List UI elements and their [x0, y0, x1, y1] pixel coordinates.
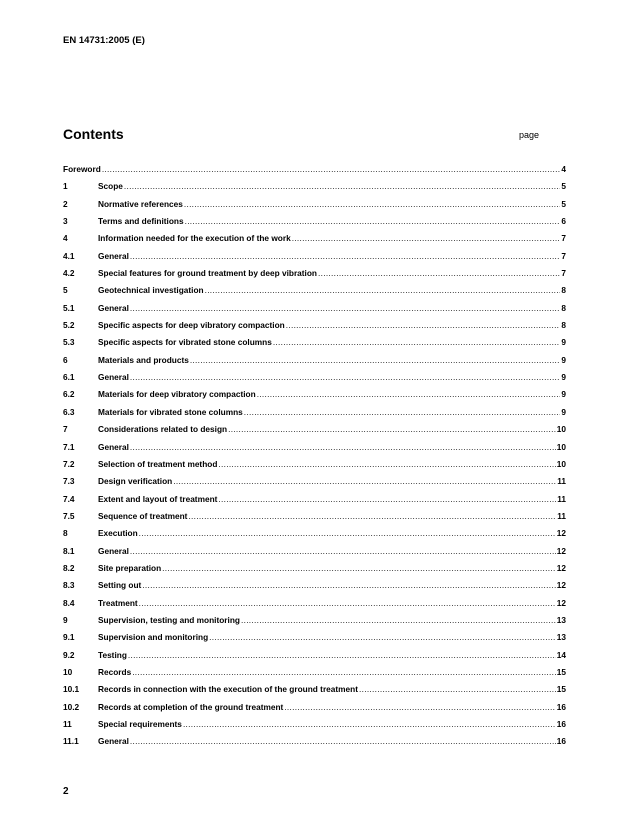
toc-entry[interactable] — [63, 667, 566, 684]
toc-entry-page: 9 — [561, 354, 566, 365]
toc-entry[interactable] — [63, 303, 566, 320]
toc-entry-title: Supervision, testing and monitoring — [98, 614, 240, 625]
toc-entry-page: 9 — [561, 337, 566, 348]
toc-dot-leader — [162, 563, 556, 573]
toc-entry[interactable] — [63, 233, 566, 250]
toc-dot-leader — [244, 407, 561, 417]
toc-dot-leader — [286, 320, 561, 330]
toc-dot-leader — [139, 598, 556, 608]
toc-entry-number: 7.1 — [63, 441, 75, 452]
toc-entry-page: 12 — [556, 597, 566, 608]
toc-entry-number: 8.3 — [63, 580, 75, 591]
toc-entry[interactable] — [63, 476, 566, 493]
toc-entry-page: 15 — [556, 666, 566, 677]
toc-entry-page: 10 — [556, 458, 566, 469]
toc-entry-page: 6 — [561, 216, 566, 227]
toc-entry-title: Terms and definitions — [98, 216, 184, 227]
toc-entry-title: General — [98, 441, 129, 452]
toc-dot-leader — [273, 337, 561, 347]
toc-entry-number: 6.2 — [63, 389, 75, 400]
toc-entry[interactable] — [63, 320, 566, 337]
toc-entry-page: 12 — [556, 562, 566, 573]
toc-entry-page: 7 — [561, 268, 566, 279]
toc-entry-title: General — [98, 250, 129, 261]
toc-entry[interactable] — [63, 355, 566, 372]
toc-entry-page: 16 — [556, 736, 566, 747]
toc-entry-number: 5.2 — [63, 320, 75, 331]
toc-entry-page: 5 — [561, 198, 566, 209]
toc-dot-leader — [130, 736, 556, 746]
toc-entry[interactable] — [63, 251, 566, 268]
toc-entry-page: 9 — [561, 389, 566, 400]
toc-entry[interactable] — [63, 216, 566, 233]
toc-entry-number: 8.2 — [63, 562, 75, 573]
toc-entry-page: 11 — [557, 476, 566, 487]
page-column-label: page — [519, 130, 540, 140]
toc-dot-leader — [124, 181, 560, 191]
toc-entry[interactable] — [63, 615, 566, 632]
toc-dot-leader — [292, 233, 561, 243]
toc-entry-title: Specific aspects for deep vibratory compaction — [98, 320, 285, 331]
toc-dot-leader — [142, 580, 555, 590]
toc-entry-page: 11 — [557, 493, 566, 504]
toc-entry-page: 7 — [561, 250, 566, 261]
toc-entry-number: 1 — [63, 181, 68, 192]
toc-entry-number: 5.3 — [63, 337, 75, 348]
document-header: EN 14731:2005 (E) — [63, 35, 145, 46]
toc-entry[interactable] — [63, 181, 566, 198]
toc-entry[interactable] — [63, 598, 566, 615]
toc-entry-number: 9.1 — [63, 632, 75, 643]
toc-entry-title: Specific aspects for vibrated stone columns — [98, 337, 272, 348]
toc-entry[interactable] — [63, 285, 566, 302]
toc-entry-number: 8.4 — [63, 597, 75, 608]
toc-dot-leader — [218, 494, 556, 504]
toc-dot-leader — [130, 372, 560, 382]
toc-entry-title: Special features for ground treatment by deep vibration — [98, 268, 317, 279]
toc-entry-number: 7.5 — [63, 510, 75, 521]
toc-entry-number: 4 — [63, 233, 68, 244]
toc-entry[interactable] — [63, 372, 566, 389]
toc-entry[interactable] — [63, 580, 566, 597]
toc-dot-leader — [173, 476, 556, 486]
toc-entry-page: 16 — [556, 701, 566, 712]
toc-entry-title: Materials for deep vibratory compaction — [98, 389, 256, 400]
toc-entry[interactable] — [63, 702, 566, 719]
toc-entry-title: Records — [98, 666, 132, 677]
toc-entry-title: General — [98, 302, 129, 313]
toc-entry[interactable] — [63, 650, 566, 667]
toc-entry-number: 10.1 — [63, 684, 80, 695]
toc-dot-leader — [130, 546, 556, 556]
toc-entry-number: 4.1 — [63, 250, 75, 261]
toc-entry-title: Special requirements — [98, 719, 182, 729]
toc-entry-title: Considerations related to design — [98, 424, 228, 435]
toc-entry-number: 7 — [63, 424, 68, 435]
toc-entry-number: 10 — [63, 666, 73, 677]
toc-entry-page: 10 — [556, 441, 566, 452]
toc-entry-title: General — [98, 545, 129, 556]
toc-entry-title: Testing — [98, 649, 127, 660]
toc-entry-title: Supervision and monitoring — [98, 632, 209, 643]
toc-entry-number: 3 — [63, 216, 68, 227]
toc-entry-title: Information needed for the execution of the work — [98, 233, 291, 244]
toc-entry-number: 10.2 — [63, 701, 80, 712]
toc-entry-number: 4.2 — [63, 268, 75, 279]
toc-entry-title: Design verification — [98, 476, 173, 487]
toc-entry-page: 12 — [556, 580, 566, 591]
toc-entry-page: 12 — [556, 528, 566, 539]
toc-entry-title: Materials and products — [98, 354, 189, 365]
toc-entry-title: Materials for vibrated stone columns — [98, 406, 243, 417]
toc-dot-leader — [184, 199, 561, 209]
toc-entry-page: 4 — [561, 164, 566, 174]
toc-dot-leader — [318, 268, 560, 278]
toc-dot-leader — [359, 684, 556, 694]
toc-dot-leader — [188, 511, 556, 521]
toc-entry-title: General — [98, 736, 129, 747]
toc-entry[interactable] — [63, 684, 566, 701]
toc-entry-number: 8.1 — [63, 545, 75, 556]
toc-entry-page: 11 — [557, 510, 566, 521]
toc-dot-leader — [132, 667, 556, 677]
toc-entry-page: 8 — [561, 285, 566, 296]
toc-entry-title: Execution — [98, 528, 138, 539]
toc-entry[interactable] — [63, 511, 566, 528]
toc-entry-title: Extent and layout of treatment — [98, 493, 218, 504]
toc-dot-leader — [130, 442, 556, 452]
toc-entry-title: Sequence of treatment — [98, 510, 188, 521]
toc-dot-leader — [128, 650, 556, 660]
toc-entry[interactable] — [63, 424, 566, 441]
toc-entry-number: 8 — [63, 528, 68, 539]
toc-entry-page: 13 — [556, 614, 566, 625]
toc-dot-leader — [209, 632, 556, 642]
toc-entry[interactable] — [63, 736, 566, 753]
toc-entry[interactable] — [63, 389, 566, 406]
toc-entry-number: 6 — [63, 354, 68, 365]
toc-entry-page: 7 — [561, 233, 566, 244]
toc-entry[interactable] — [63, 164, 566, 181]
toc-entry-title: Records in connection with the execution of the ground treatment — [98, 684, 358, 695]
toc-entry-page: 14 — [556, 649, 566, 660]
toc-entry-title: General — [98, 372, 129, 383]
toc-dot-leader — [205, 285, 561, 295]
toc-entry[interactable] — [63, 337, 566, 354]
toc-dot-leader — [130, 251, 560, 261]
toc-entry[interactable] — [63, 563, 566, 580]
toc-dot-leader — [185, 216, 561, 226]
toc-entry-number: 5.1 — [63, 302, 75, 313]
toc-entry-page: 8 — [561, 320, 566, 331]
toc-dot-leader — [130, 303, 560, 313]
toc-entry-page: 12 — [556, 545, 566, 556]
table-of-contents — [63, 164, 566, 754]
toc-entry-number: 7.4 — [63, 493, 75, 504]
toc-entry[interactable] — [63, 442, 566, 459]
toc-entry-number: 2 — [63, 198, 68, 209]
toc-entry-number: 6.1 — [63, 372, 75, 383]
toc-entry[interactable] — [63, 268, 566, 285]
toc-entry-title: Scope — [98, 181, 123, 192]
toc-entry-number: 7.3 — [63, 476, 75, 487]
toc-dot-leader — [190, 355, 561, 365]
toc-entry-page: 10 — [556, 424, 566, 435]
toc-entry-page: 9 — [561, 406, 566, 417]
toc-entry-number: 9.2 — [63, 649, 75, 660]
toc-entry[interactable] — [63, 494, 566, 511]
toc-dot-leader — [228, 424, 556, 434]
toc-dot-leader — [284, 702, 555, 712]
toc-entry-title: Treatment — [98, 597, 138, 608]
toc-entry[interactable] — [63, 632, 566, 649]
toc-dot-leader — [241, 615, 556, 625]
toc-entry-title: Foreword — [63, 164, 101, 174]
toc-entry[interactable] — [63, 407, 566, 424]
toc-dot-leader — [218, 459, 555, 469]
toc-entry-title: Records at completion of the ground treatment — [98, 701, 284, 712]
toc-entry-title: Site preparation — [98, 562, 162, 573]
toc-entry[interactable] — [63, 546, 566, 563]
toc-entry-page: 16 — [556, 719, 566, 729]
toc-entry-page: 5 — [561, 181, 566, 192]
toc-entry-number: 9 — [63, 614, 68, 625]
toc-dot-leader — [102, 164, 561, 174]
toc-entry-number: 6.3 — [63, 406, 75, 417]
toc-entry-page: 9 — [561, 372, 566, 383]
toc-entry-number: 11 — [63, 719, 72, 729]
toc-entry-page: 15 — [556, 684, 566, 695]
toc-dot-leader — [183, 719, 556, 729]
contents-title: Contents — [63, 126, 124, 142]
page-number: 2 — [63, 786, 69, 797]
toc-dot-leader — [139, 528, 556, 538]
toc-entry[interactable] — [63, 199, 566, 216]
toc-entry-title: Setting out — [98, 580, 142, 591]
toc-entry-title: Geotechnical investigation — [98, 285, 204, 296]
toc-entry-number: 5 — [63, 285, 68, 296]
toc-entry-number: 11.1 — [63, 736, 79, 747]
toc-entry[interactable] — [63, 528, 566, 545]
toc-entry-title: Selection of treatment method — [98, 458, 218, 469]
toc-entry-title: Normative references — [98, 198, 183, 209]
toc-dot-leader — [257, 389, 561, 399]
toc-entry-page: 8 — [561, 302, 566, 313]
toc-entry-page: 13 — [556, 632, 566, 643]
toc-entry[interactable] — [63, 459, 566, 476]
toc-entry-number: 7.2 — [63, 458, 75, 469]
toc-entry[interactable] — [63, 719, 566, 736]
